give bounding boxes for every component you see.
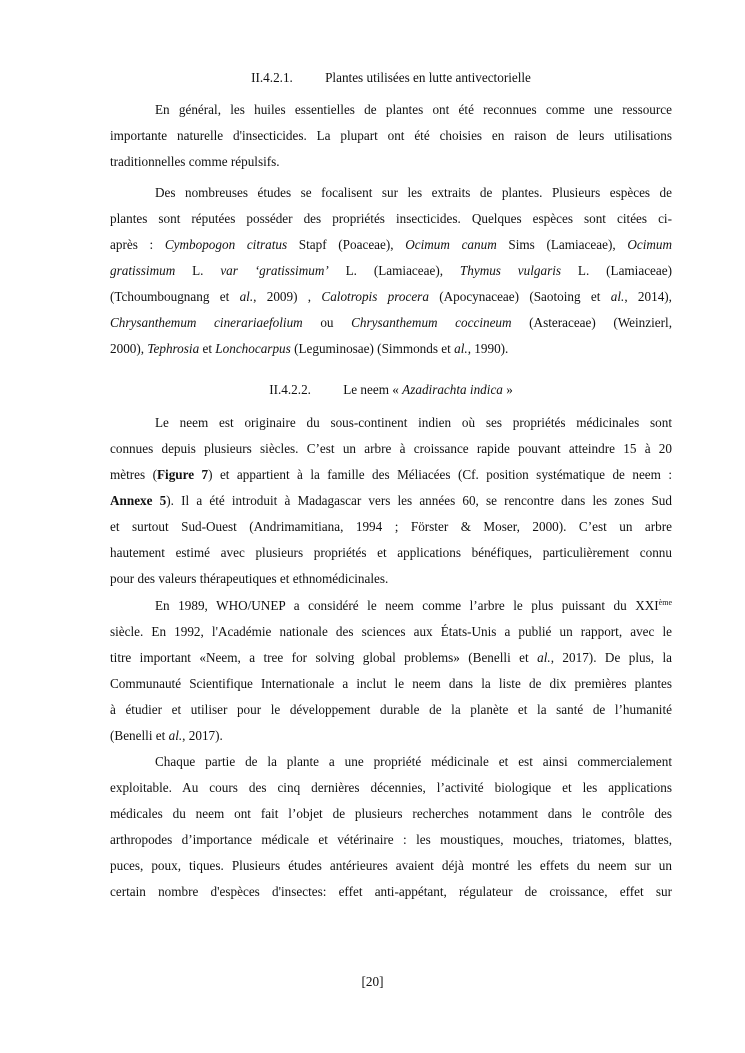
text-line: et surtout Sud-Ouest (Andrimamitiana, 1994 ; Förster & Moser, 2000). C’est un arbre bbox=[110, 519, 672, 534]
paragraph-origine-neem bbox=[110, 410, 672, 592]
text-line: En général, les huiles essentielles de plantes ont été reconnues comme une ressource bbox=[155, 102, 672, 117]
text-line: (Tchoumbougnang et al., 2009) , Calotropis procera (Apocynaceae) (Saotoing et al., 2014), bbox=[110, 289, 672, 304]
section-heading-neem bbox=[110, 380, 672, 400]
text-line: Chaque partie de la plante a une propriété médicinale et est ainsi commercialement bbox=[155, 754, 672, 769]
text-line: traditionnelles comme répulsifs. bbox=[110, 154, 280, 169]
text-line: certain nombre d'espèces d'insectes: effet anti-appétant, régulateur de croissance, effet sur bbox=[110, 884, 672, 899]
text-line: Le neem est originaire du sous-continent indien où ses propriétés médicinales sont bbox=[155, 415, 672, 430]
figure-reference: Figure 7 bbox=[156, 467, 209, 482]
species-name: Ocimum bbox=[627, 237, 672, 252]
section-title: Le neem « Azadirachta indica » bbox=[343, 382, 513, 397]
text-line: (Benelli et al., 2017). bbox=[110, 728, 223, 743]
species-name: gratissimum bbox=[110, 263, 176, 278]
species-name: Chrysanthemum coccineum bbox=[351, 315, 512, 330]
genus-name: Lonchocarpus bbox=[215, 341, 291, 356]
text-line: Des nombreuses études se focalisent sur les extraits de plantes. Plusieurs espèces de bbox=[155, 185, 672, 200]
text-line: à étudier et utiliser pour le développement durable de la planète et la santé de l’humanité bbox=[110, 702, 672, 717]
text-line: siècle. En 1992, l'Académie nationale des sciences aux États-Unis a publié un rapport, avec le bbox=[110, 624, 672, 639]
text-line: après : Cymbopogon citratus Stapf (Poaceae), Ocimum canum Sims (Lamiaceae), Ocimum bbox=[110, 237, 672, 252]
text-line: arthropodes d’importance médicale et vétérinaire : les moustiques, mouches, triatomes, blattes, bbox=[110, 832, 672, 847]
superscript: ème bbox=[658, 598, 672, 607]
text-line: 2000), Tephrosia et Lonchocarpus (Leguminosae) (Simmonds et al., 1990). bbox=[110, 341, 509, 356]
text-line: hautement estimé avec plusieurs propriétés et applications bénéfiques, particulièrement connu bbox=[110, 545, 672, 560]
paragraph-extraits-plantes bbox=[110, 180, 672, 362]
species-name: Chrysanthemum cinerariaefolium bbox=[110, 315, 303, 330]
variety-name: var ‘gratissimum’ bbox=[220, 263, 329, 278]
text-line: Communauté Scientifique Internationale a inclut le neem dans la liste de dix premières plantes bbox=[110, 676, 672, 691]
species-name: Cymbopogon citratus bbox=[164, 237, 288, 252]
text-line: titre important «Neem, a tree for solving global problems» (Benelli et al., 2017). De plus, la bbox=[110, 650, 672, 665]
paragraph-proprietes-medicinales bbox=[110, 749, 672, 905]
text-line: importante naturelle d'insecticides. La plupart ont été choisies en raison de leurs utilisations bbox=[110, 128, 672, 143]
species-name: Calotropis procera bbox=[321, 289, 429, 304]
text-line: plantes sont réputées posséder des propriétés insecticides. Quelques espèces sont citées ci- bbox=[110, 211, 672, 226]
paragraph-huiles-essentielles bbox=[110, 97, 672, 175]
annex-reference: Annexe 5 bbox=[110, 493, 167, 508]
paragraph-who-unep bbox=[110, 593, 672, 749]
text-line: puces, poux, tiques. Plusieurs études antérieures avaient déjà montré les effets du neem sur un bbox=[110, 858, 672, 873]
genus-name: Tephrosia bbox=[147, 341, 200, 356]
species-name: Ocimum canum bbox=[405, 237, 497, 252]
section-number: II.4.2.2. bbox=[269, 382, 311, 397]
text-line: exploitable. Au cours des cinq dernières décennies, l’activité biologique et les applications bbox=[110, 780, 672, 795]
section-title: Plantes utilisées en lutte antivectorielle bbox=[325, 70, 531, 85]
text-line: En 1989, WHO/UNEP a considéré le neem comme l’arbre le plus puissant du XXIème bbox=[155, 598, 672, 613]
text-line: gratissimum L. var ‘gratissimum’ L. (Lamiaceae), Thymus vulgaris L. (Lamiaceae) bbox=[110, 263, 672, 278]
text-line: pour des valeurs thérapeutiques et ethnomédicinales. bbox=[110, 571, 389, 586]
text-line: Chrysanthemum cinerariaefolium ou Chrysanthemum coccineum (Asteraceae) (Weinzierl, bbox=[110, 315, 672, 330]
text-line: Annexe 5). Il a été introduit à Madagascar vers les années 60, se rencontre dans les zones Sud bbox=[110, 493, 672, 508]
section-heading-plantes bbox=[110, 68, 672, 88]
text-line: mètres (Figure 7) et appartient à la famille des Méliacées (Cf. position systématique de neem : bbox=[110, 467, 672, 482]
section-number: II.4.2.1. bbox=[251, 70, 293, 85]
species-name: Thymus vulgaris bbox=[459, 263, 562, 278]
text-line: médicales du neem ont fait l’objet de plusieurs recherches notamment dans le contrôle des bbox=[110, 806, 672, 821]
text-line: connues depuis plusieurs siècles. C’est un arbre à croissance rapide pouvant atteindre 15 à 20 bbox=[110, 441, 672, 456]
page-number: [20] bbox=[361, 974, 384, 989]
